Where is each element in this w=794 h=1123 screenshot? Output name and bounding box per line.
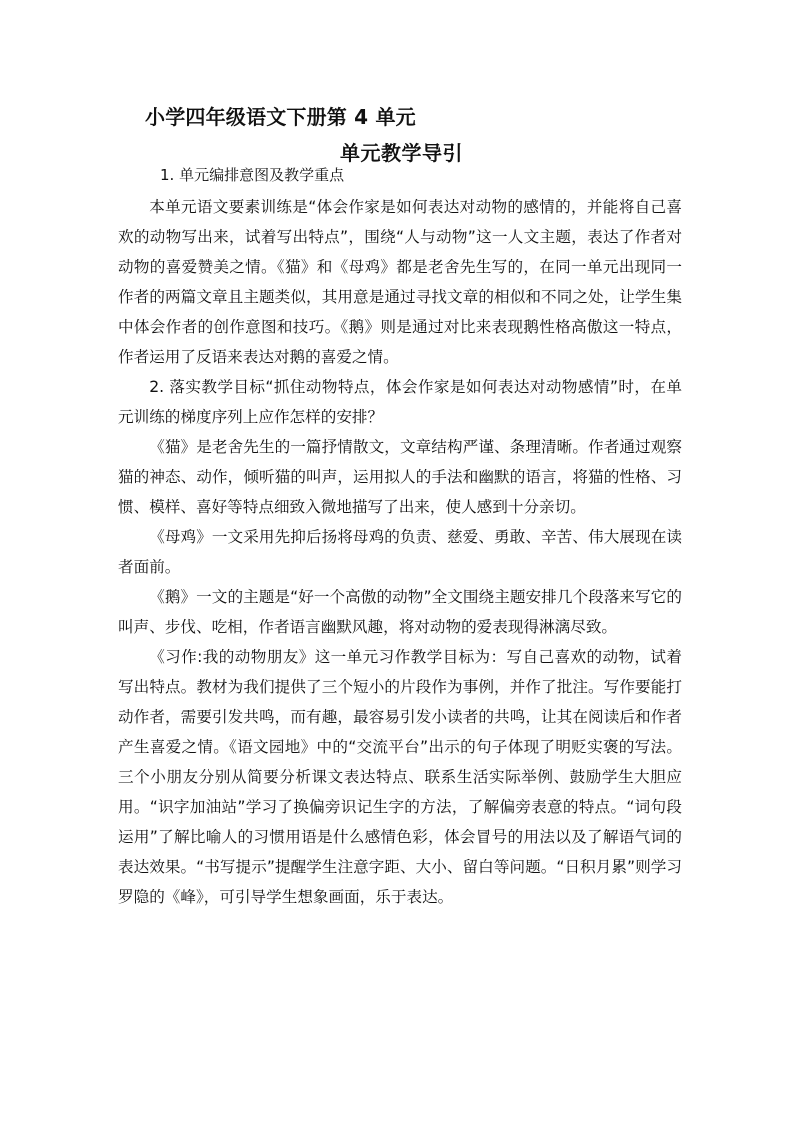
paragraph-teaching-goal-question: 2. 落实教学目标“抓住动物特点，体会作家是如何表达对动物感情”时，在单元训练的梯度序列上应作怎样的安排？ [118,378,682,426]
paragraph-unit-overview: 本单元语文要素训练是“体会作家是如何表达对动物的感情的，并能将自己喜欢的动物写出来，试着写出特点”，围绕“人与动物”这一人文主题，表达了作者对动物的喜爱赞美之情。《猫》和《母鸡》都是老舍先生写的，在同一单元出现同一作者的两篇文章且主题类似，其用意是通过寻找文章的相似和不同之处，让学生集中体会作者的创作意图和技巧。《鹅》则是通过对比来表现鹅性格高傲这一特点，作者运用了反语来表达对鹅的喜爱之情。 [118,198,682,366]
paragraph-goose: 《鹅》一文的主题是“好一个高傲的动物”全文围绕主题安排几个段落来写它的叫声、步伐、吃相，作者语言幽默风趣，将对动物的爱表现得淋漓尽致。 [118,588,682,636]
paragraph-writing-and-garden: 《习作:我的动物朋友》这一单元习作教学目标为：写自己喜欢的动物，试着写出特点。教材为我们提供了三个短小的片段作为事例，并作了批注。写作要能打动作者，需要引发共鸣，而有趣，最容易引发小读者的共鸣，让其在阅读后和作者产生喜爱之情。《语文园地》中的“交流平台”出示的句子体现了明贬实褒的写法。三个小朋友分别从简要分析课文表达特点、联系生活实际举例、鼓励学生大胆应用。“识字加油站”学习了换偏旁识记生字的方法，了解偏旁表意的特点。“词句段运用”了解比喻人的习惯用语是什么感情色彩，体会冒号的用法以及了解语气词的表达效果。“书写提示”提醒学生注意字距、大小、留白等问题。“日积月累”则学习罗隐的《峰》，可引导学生想象画面，乐于表达。 [118,648,682,906]
section-heading-1: 1. 单元编排意图及教学重点 [160,166,345,184]
document-body [118,192,682,912]
paragraph-hen: 《母鸡》一文采用先抑后扬将母鸡的负责、慈爱、勇敢、辛苦、伟大展现在读者面前。 [118,528,682,576]
document-title: 小学四年级语文下册第 4 单元 [145,105,416,129]
paragraph-cat: 《猫》是老舍先生的一篇抒情散文，文章结构严谨、条理清晰。作者通过观察猫的神态、动作，倾听猫的叫声，运用拟人的手法和幽默的语言，将猫的性格、习惯、模样、喜好等特点细致入微地描写了出来，使人感到十分亲切。 [118,438,682,516]
document-subtitle: 单元教学导引 [340,141,463,165]
